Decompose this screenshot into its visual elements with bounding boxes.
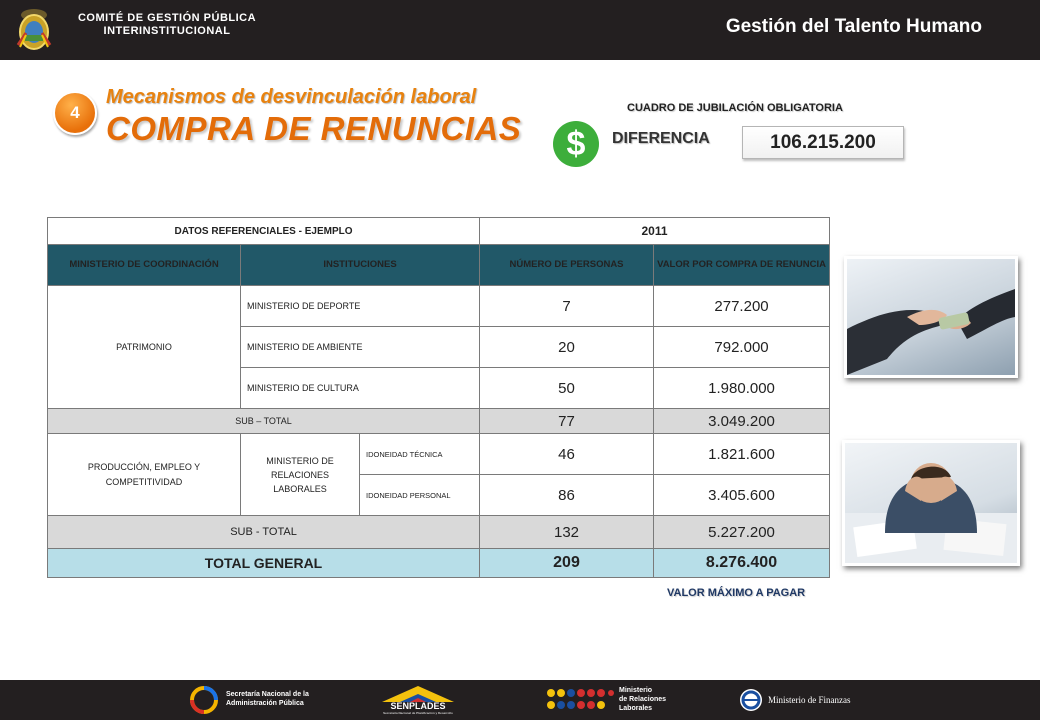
difference-label: DIFERENCIA [612,130,710,147]
header-numero-personas: NÚMERO DE PERSONAS [480,245,654,286]
year-label: 2011 [480,218,830,245]
ecuador-crest-icon [14,5,54,53]
sna-logo-icon [188,684,222,716]
table-reference-row [48,218,830,245]
value-cell: 277.200 [654,286,830,327]
top-bar [0,0,1040,60]
slide-subtitle: Mecanismos de desvinculación laboral [106,86,477,108]
bottom-bar [0,680,1040,720]
table-row [48,286,830,327]
persons-cell: 7 [480,286,654,327]
reference-label: DATOS REFERENCIALES - EJEMPLO [48,218,480,245]
institution-relaciones-laborales: MINISTERIO DE RELACIONES LABORALES [241,434,360,516]
value-cell: 3.405.600 [654,475,830,516]
total-persons: 209 [480,549,654,578]
value-cell: 1.980.000 [654,368,830,409]
header-valor: VALOR POR COMPRA DE RENUNCIA [654,245,830,286]
subtotal-row [48,409,830,434]
subtotal-persons: 77 [480,409,654,434]
logo-4-line-1: Ministerio de Finanzas [768,695,851,705]
mrl-dots-icon [545,687,615,713]
logo-ministerio-relaciones-laborales [545,684,667,716]
logo-2-line-2: Secretaría Nacional de Planificación y Desarrollo [383,711,453,715]
difference-value: 106.215.200 [742,126,904,159]
resignation-table [47,217,830,578]
value-cell: 792.000 [654,327,830,368]
subtotal-row [48,516,830,549]
subtotal-value: 5.227.200 [654,516,830,549]
subtotal-label: SUB - TOTAL [48,516,480,549]
group-produccion: PRODUCCIÓN, EMPLEO Y COMPETITIVIDAD [48,434,241,516]
slide-title: COMPRA DE RENUNCIAS [106,110,522,147]
persons-cell: 46 [480,434,654,475]
persons-cell: 20 [480,327,654,368]
subtotal-value: 3.049.200 [654,409,830,434]
logo-3-line-2: de Relaciones [619,696,667,703]
max-value-note: VALOR MÁXIMO A PAGAR [667,587,806,599]
value-cell: 1.821.600 [654,434,830,475]
total-row [48,549,830,578]
group-patrimonio: PATRIMONIO [48,286,241,409]
dollar-icon: $ [553,121,599,167]
section-title: Gestión del Talento Humano [725,16,982,37]
header-instituciones: INSTITUCIONES [241,245,480,286]
subtotal-label: SUB – TOTAL [48,409,480,434]
persons-cell: 50 [480,368,654,409]
finanzas-globe-icon [738,687,764,713]
logo-3-line-1: Ministerio [619,687,653,694]
type-cell: IDONEIDAD PERSONAL [360,475,480,516]
subtotal-persons: 132 [480,516,654,549]
logo-secretaria-administracion [188,684,308,716]
logo-1-line-1: Secretaría Nacional de la [226,691,309,698]
institution-cell: MINISTERIO DE AMBIENTE [241,327,480,368]
total-value: 8.276.400 [654,549,830,578]
institution-cell: MINISTERIO DE CULTURA [241,368,480,409]
header-ministerio: MINISTERIO DE COORDINACIÓN [48,245,241,286]
handshake-icon [847,259,1015,375]
stressed-worker-photo [842,440,1020,566]
persons-cell: 86 [480,475,654,516]
cuadro-label: CUADRO DE JUBILACIÓN OBLIGATORIA [627,102,843,114]
slide-number-badge: 4 [53,91,97,135]
type-cell: IDONEIDAD TÉCNICA [360,434,480,475]
org-name [62,12,272,38]
logo-2-line-1: SENPLADES [390,701,446,711]
org-line-2: INTERINSTITUCIONAL [103,25,231,37]
logo-senplades [378,684,458,716]
handshake-money-photo [844,256,1018,378]
logo-1-line-2: Administración Pública [226,700,304,707]
stressed-person-icon [845,443,1017,563]
logo-3-line-3: Laborales [619,705,653,712]
logo-ministerio-finanzas [738,684,858,716]
table-header-row [48,245,830,286]
table-row [48,434,830,475]
org-line-1: COMITÉ DE GESTIÓN PÚBLICA [77,12,257,24]
total-label: TOTAL GENERAL [48,549,480,578]
institution-cell: MINISTERIO DE DEPORTE [241,286,480,327]
